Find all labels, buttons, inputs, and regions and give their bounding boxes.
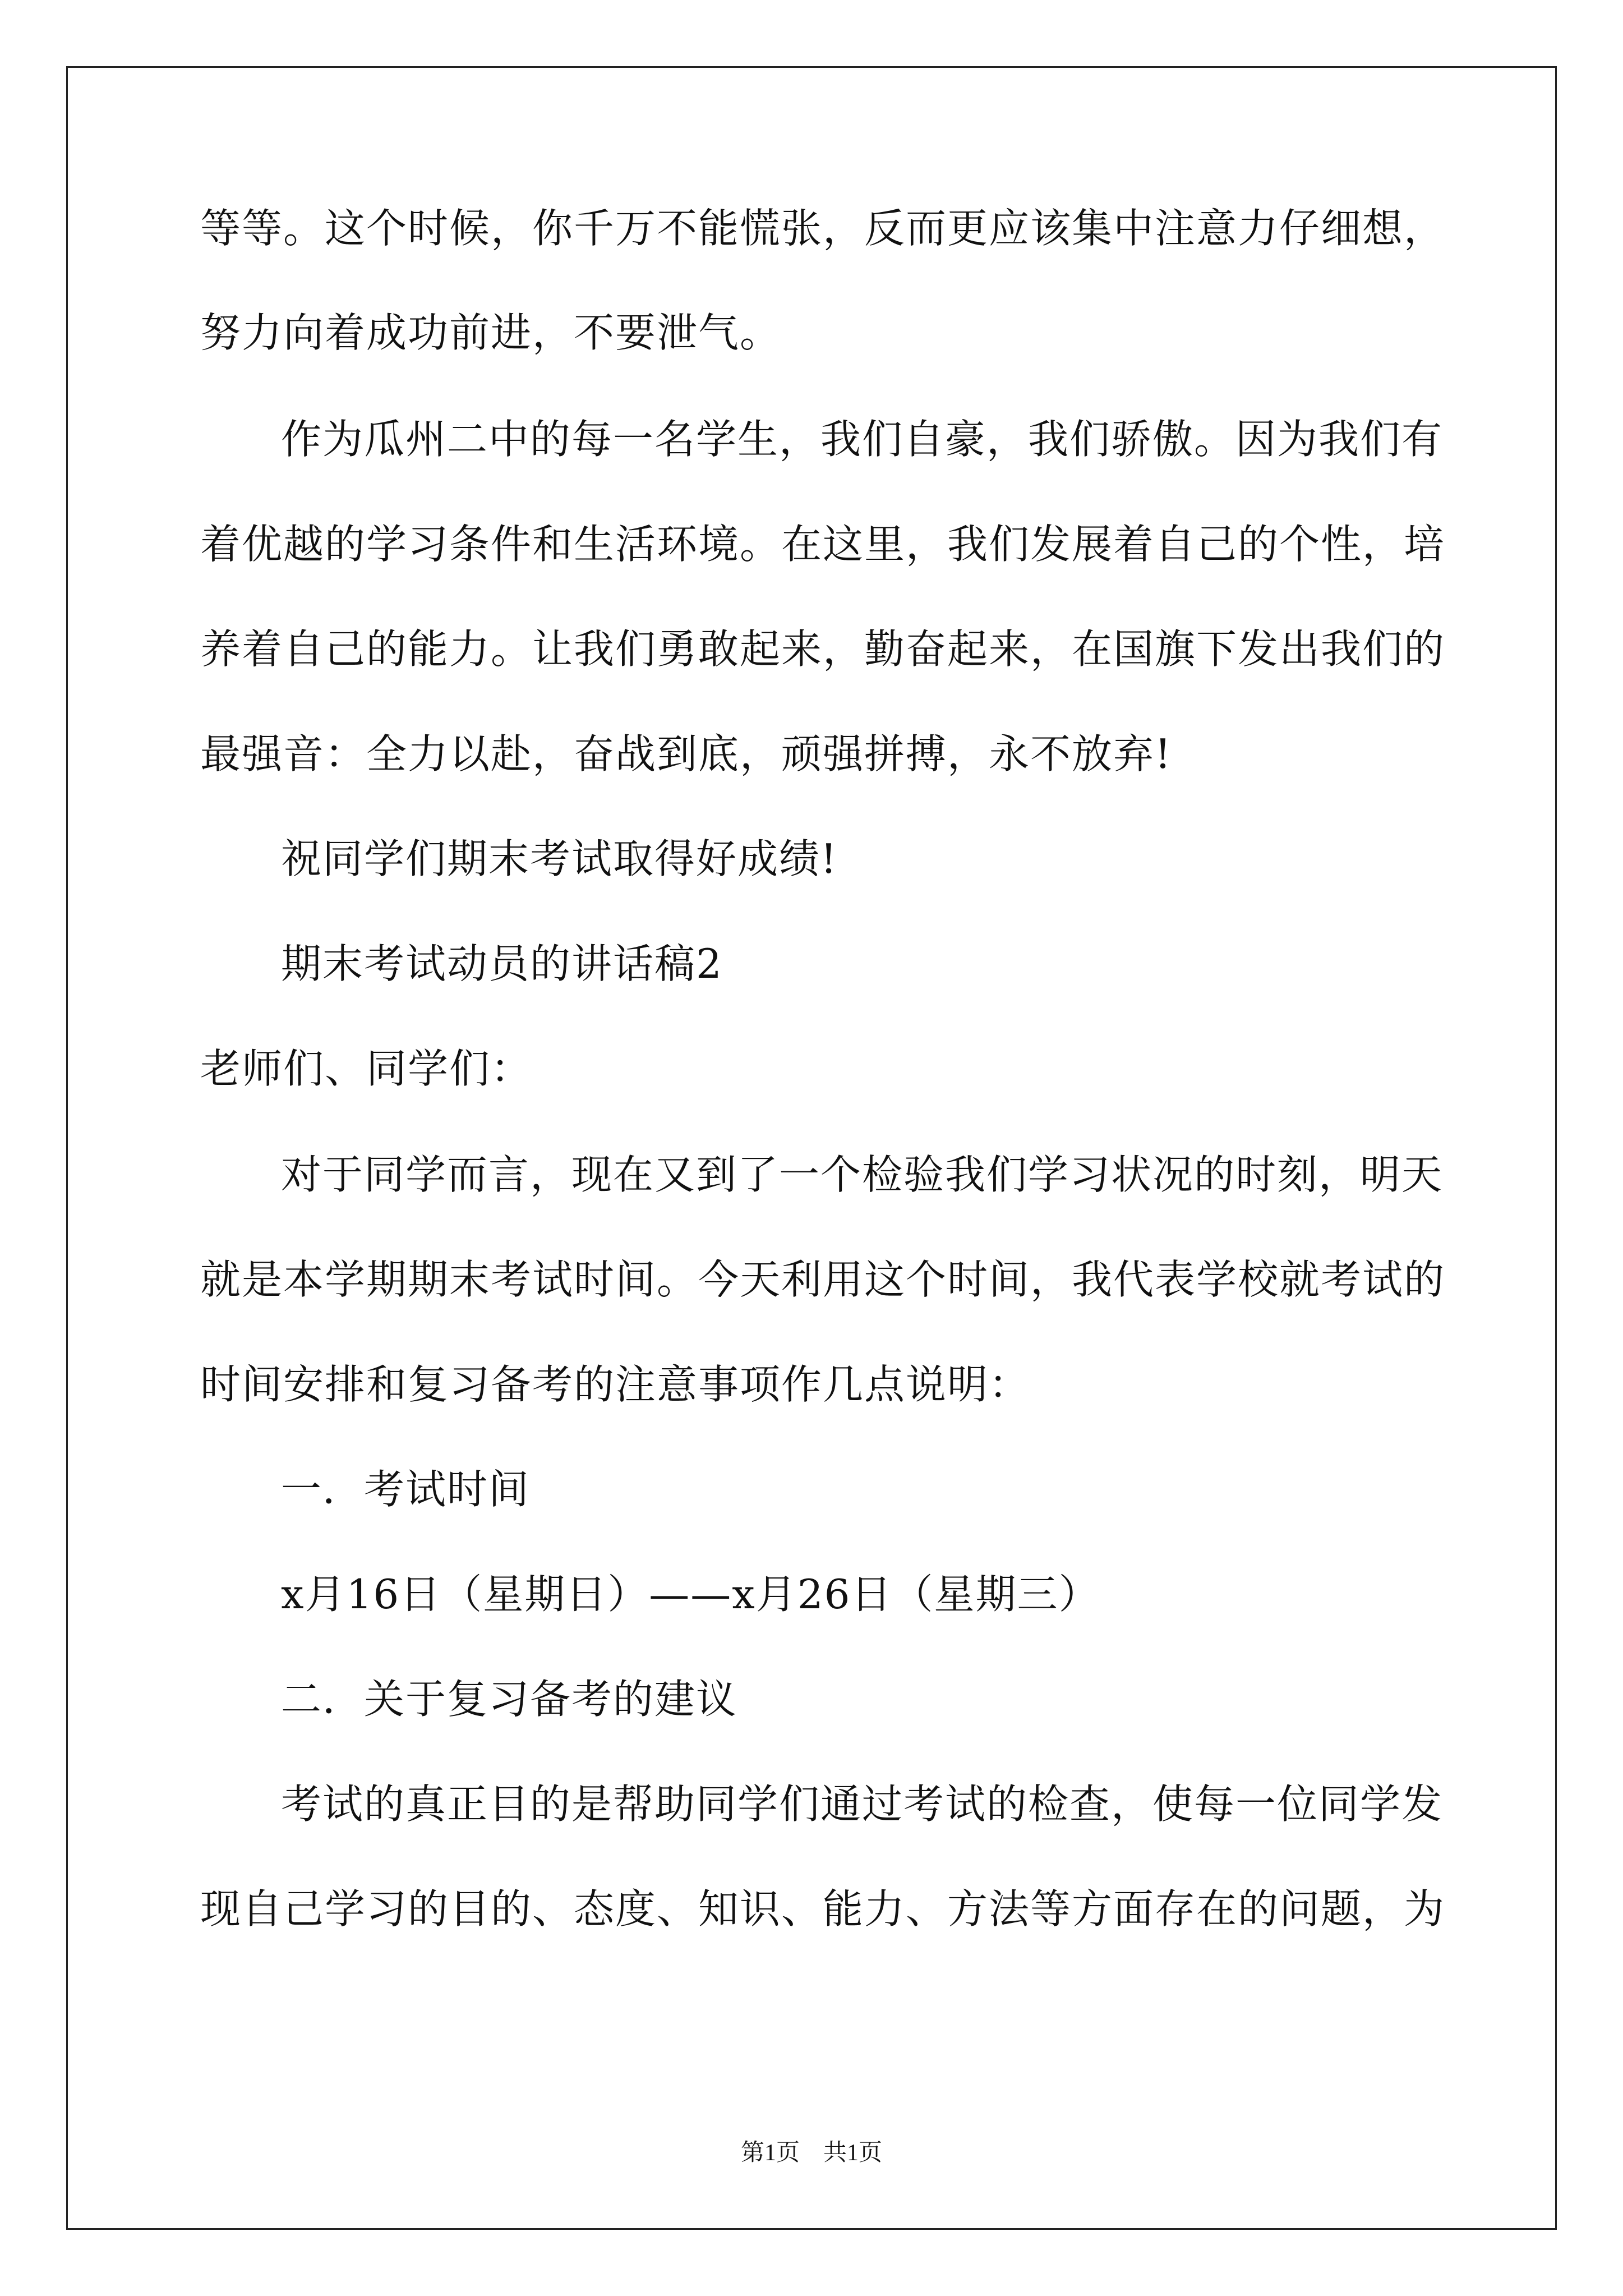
text-line: 等等。这个时候，你千万不能慌张，反而更应该集中注意力仔细想， xyxy=(200,205,1446,252)
page-number: 第1页 共1页 xyxy=(740,2140,882,2166)
salutation: 老师们、同学们： xyxy=(200,1045,533,1092)
text-line: 时间安排和复习备考的注意事项作几点说明： xyxy=(200,1361,1031,1408)
text-line: 着优越的学习条件和生活环境。在这里，我们发展着自己的个性，培 xyxy=(200,521,1446,568)
text-line: x月16日（星期日）——x月26日（星期三） xyxy=(281,1571,1100,1618)
text-line: 作为瓜州二中的每一名学生，我们自豪，我们骄傲。因为我们有 xyxy=(281,416,1444,463)
text-line: 最强音：全力以赴，奋战到底，顽强拼搏，永不放弃! xyxy=(200,730,1172,777)
text-line: 祝同学们期末考试取得好成绩! xyxy=(281,835,838,882)
subheading: 二．关于复习备考的建议 xyxy=(281,1676,738,1723)
section-heading: 期末考试动员的讲话稿2 xyxy=(281,940,723,987)
text-line: 对于同学而言，现在又到了一个检验我们学习状况的时刻，明天 xyxy=(281,1151,1444,1198)
text-line: 考试的真正目的是帮助同学们通过考试的检查，使每一位同学发 xyxy=(281,1780,1444,1828)
text-line: 养着自己的能力。让我们勇敢起来，勤奋起来，在国旗下发出我们的 xyxy=(200,625,1446,673)
text-line: 现自己学习的目的、态度、知识、能力、方法等方面存在的问题，为 xyxy=(200,1885,1446,1932)
text-line: 就是本学期期末考试时间。今天利用这个时间，我代表学校就考试的 xyxy=(200,1256,1446,1303)
subheading: 一．考试时间 xyxy=(281,1466,531,1513)
text-line: 努力向着成功前进，不要泄气。 xyxy=(200,309,782,356)
